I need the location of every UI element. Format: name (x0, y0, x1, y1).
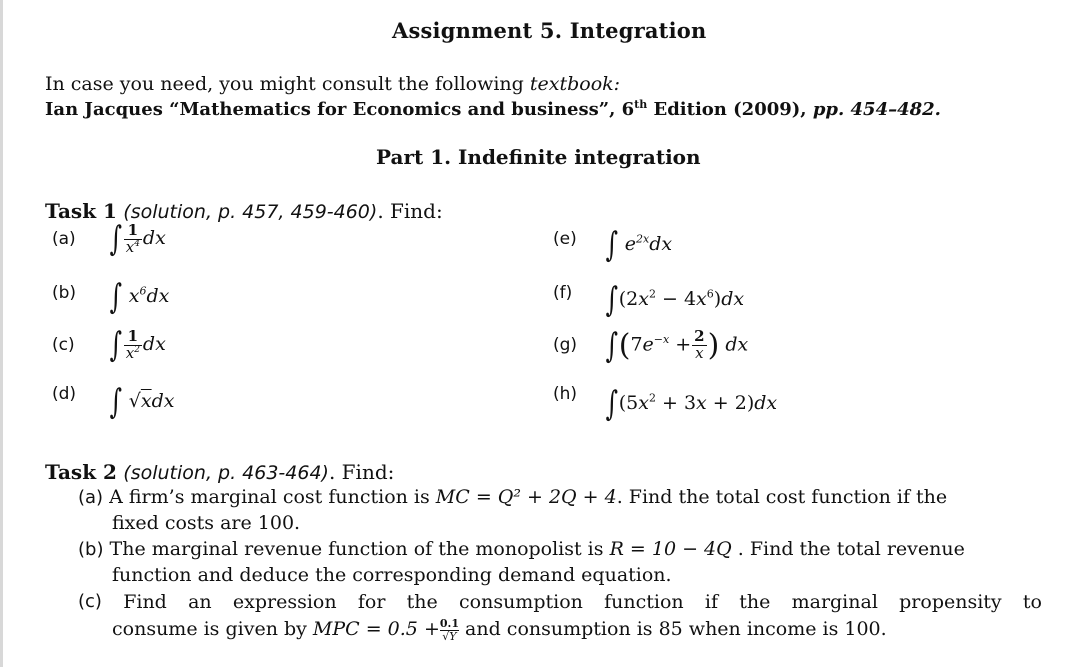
book-edition: Edition (2009), (647, 99, 813, 120)
task1-item-d-integral: ∫ √xdx (109, 382, 175, 422)
task2-b-label: (b) (78, 539, 104, 560)
task1-find: . Find: (377, 199, 443, 223)
task1-item-h-integral: $\int(5x^2 + 3x + 2)dx$ (605, 384, 778, 424)
task1-item-a-label: (a) (52, 229, 76, 249)
book-reference (45, 98, 941, 120)
task2-c-fraction (440, 618, 459, 642)
intro-line (45, 73, 620, 95)
task2-c-line1 (78, 591, 1042, 613)
intro-text: In case you need, you might consult the following (45, 73, 530, 95)
task2-b-text: The marginal revenue function of the monopolist is (109, 538, 610, 560)
task1-item-g-integral: $\int(7e^{-x}$ + $\frac{2}{x}$ ) dx (605, 325, 749, 366)
task2-c-text-end: and consumption is 85 when income is 100. (459, 618, 887, 641)
task2-c-label: (c) (78, 591, 102, 612)
task2-c-text: consume is given by (112, 618, 313, 641)
task2-c-word: expression (232, 591, 337, 613)
task2-a-label: (a) (78, 487, 104, 508)
task2-a-line1 (78, 486, 947, 508)
task1-item-e-label: (e) (553, 229, 577, 249)
task2-c-word: consumption (459, 591, 583, 613)
book-title: “Mathematics for Economics and business”, 6 (169, 99, 635, 120)
task1-item-g-label: (g) (553, 335, 578, 355)
task2-c-word: Find (123, 591, 167, 613)
task2-a-text-end: . Find the total cost function if the (616, 486, 948, 508)
task1-item-a-integral: ∫ $\frac{1}{x^4}$ dx (109, 219, 166, 259)
task2-c-fraction-denominator: √Y (442, 629, 457, 643)
task2-ref: (solution, p. 463-464) (123, 462, 329, 484)
task1-item-h-label: (h) (553, 384, 578, 404)
page-left-edge (0, 0, 3, 667)
intro-emphasis: textbook: (529, 73, 621, 95)
task2-c-word: an (188, 591, 212, 613)
task1-item-c-integral: ∫ $\frac{1}{x^2}$ dx (109, 325, 166, 365)
task2-c-equation: MPC = 0.5 + (312, 618, 440, 641)
book-author: Ian Jacques (45, 99, 163, 120)
task1-heading (45, 199, 443, 223)
task1-item-f-label: (f) (553, 283, 573, 303)
task2-c-word: function (604, 591, 684, 613)
task2-c-word: if (704, 591, 718, 613)
task2-a-equation: MC = Q² + 2Q + 4 (435, 486, 617, 508)
task2-a-line2: fixed costs are 100. (112, 512, 301, 534)
task2-b-text-end: . Find the total revenue (731, 538, 965, 560)
task1-item-b-integral: ∫ $x^6dx$ (109, 277, 170, 317)
task1-item-c-label: (c) (52, 335, 75, 355)
task2-c-line2 (112, 618, 887, 642)
task2-c-word: the (739, 591, 771, 613)
task2-c-word: the (406, 591, 438, 613)
task1-label: Task 1 (45, 199, 117, 223)
part-heading: Part 1. Indefinite integration (376, 145, 701, 169)
page-title: Assignment 5. Integration (392, 18, 707, 43)
book-pages: pp. 454–482. (812, 99, 941, 120)
task2-c-word: propensity (899, 591, 1002, 613)
task2-find: . Find: (328, 460, 395, 484)
task2-c-word: for (357, 591, 386, 613)
task2-label: Task 2 (45, 460, 117, 484)
task2-c-fraction-numerator: 0.1 (439, 617, 459, 630)
task1-item-f-integral: $\int(2x^2 - 4x^6)dx$ (605, 280, 745, 320)
task1-item-b-label: (b) (52, 283, 77, 303)
task2-heading (45, 460, 394, 484)
task2-b-equation: R = 10 − 4Q (609, 538, 732, 560)
task2-c-word: to (1022, 591, 1042, 613)
task1-item-d-label: (d) (52, 384, 77, 404)
book-edition-sup: th (634, 98, 648, 111)
task2-b-line1 (78, 538, 965, 560)
task1-item-e-integral: ∫ $e^{2x}dx$ (605, 225, 673, 265)
task2-a-text: A firm’s marginal cost function is (109, 486, 436, 508)
task2-b-line2: function and deduce the corresponding demand equation. (112, 564, 672, 586)
task2-c-word: marginal (791, 591, 878, 613)
task2-c-justified-line (78, 591, 1042, 613)
task1-ref: (solution, p. 457, 459-460) (123, 201, 378, 223)
